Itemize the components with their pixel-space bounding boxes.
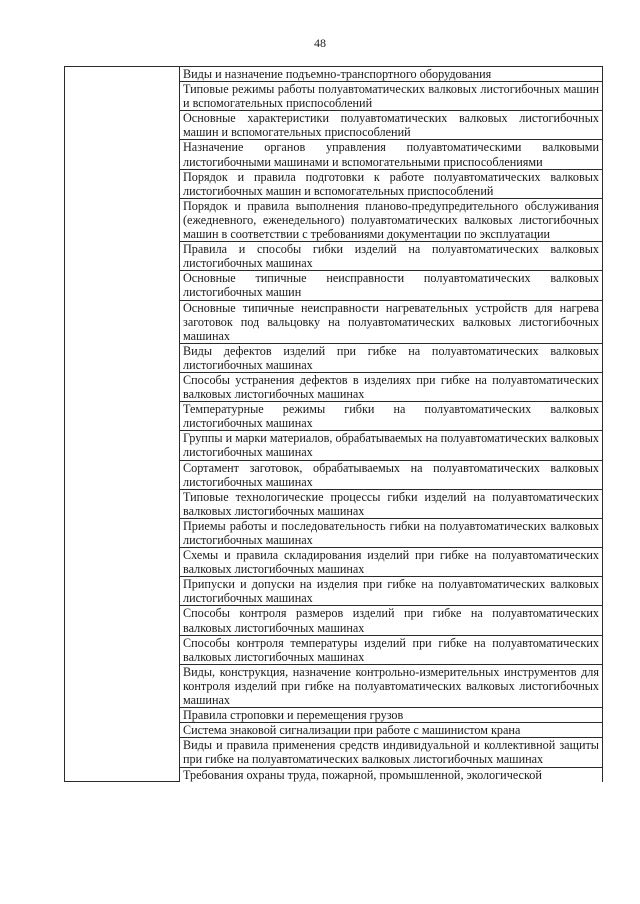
requirement-cell: Основные типичные неисправности полуавтоматических валковых листогибочных машин (180, 271, 603, 300)
table-body (65, 67, 603, 782)
requirement-cell: Порядок и правила подготовки к работе полуавтоматических валковых листогибочных машин и вспомогательных приспособлений (180, 169, 603, 198)
requirement-cell: Типовые режимы работы полуавтоматических валковых листогибочных машин и вспомогательных приспособлений (180, 82, 603, 111)
requirement-cell: Виды и правила применения средств индивидуальной и коллективной защиты при гибке на полуавтоматических валковых листогибочных машинах (180, 738, 603, 767)
requirement-cell: Основные характеристики полуавтоматических валковых листогибочных машин и вспомогательных приспособлений (180, 111, 603, 140)
requirement-cell: Правила и способы гибки изделий на полуавтоматических валковых листогибочных машинах (180, 242, 603, 271)
requirement-cell: Требования охраны труда, пожарной, промышленной, экологической (180, 767, 603, 782)
requirement-cell: Сортамент заготовок, обрабатываемых на полуавтоматических валковых листогибочных машинах (180, 460, 603, 489)
requirement-cell: Температурные режимы гибки на полуавтоматических валковых листогибочных машинах (180, 402, 603, 431)
requirement-cell: Припуски и допуски на изделия при гибке на полуавтоматических валковых листогибочных машинах (180, 577, 603, 606)
requirement-cell: Приемы работы и последовательность гибки на полуавтоматических валковых листогибочных машинах (180, 518, 603, 547)
requirement-cell: Назначение органов управления полуавтоматическими валковыми листогибочными машинами и вспомогательными приспособлениями (180, 140, 603, 169)
requirement-cell: Виды дефектов изделий при гибке на полуавтоматических валковых листогибочных машинах (180, 343, 603, 372)
requirement-cell: Типовые технологические процессы гибки изделий на полуавтоматических валковых листогибочных машинах (180, 489, 603, 518)
requirement-cell: Способы контроля размеров изделий при гибке на полуавтоматических валковых листогибочных машинах (180, 606, 603, 635)
requirement-cell: Способы устранения дефектов в изделиях при гибке на полуавтоматических валковых листогибочных машинах (180, 372, 603, 401)
requirement-cell: Правила строповки и перемещения грузов (180, 708, 603, 723)
requirement-cell: Виды, конструкция, назначение контрольно-измерительных инструментов для контроля изделий при гибке на полуавтоматических валковых листогибочных машинах (180, 664, 603, 707)
requirement-cell: Основные типичные неисправности нагревательных устройств для нагрева заготовок под вальцовку на полуавтоматических валковых листогибочных машинах (180, 300, 603, 343)
requirement-cell: Схемы и правила складирования изделий при гибке на полуавтоматических валковых листогибочных машинах (180, 548, 603, 577)
requirement-cell: Виды и назначение подъемно-транспортного оборудования (180, 67, 603, 82)
requirement-cell: Группы и марки материалов, обрабатываемых на полуавтоматических валковых листогибочных машинах (180, 431, 603, 460)
left-column-cell (65, 67, 180, 782)
requirements-table (64, 66, 603, 782)
table-row (65, 67, 603, 82)
requirement-cell: Способы контроля температуры изделий при гибке на полуавтоматических валковых листогибочных машинах (180, 635, 603, 664)
page-number: 48 (314, 36, 326, 50)
requirement-cell: Система знаковой сигнализации при работе с машинистом крана (180, 723, 603, 738)
requirement-cell: Порядок и правила выполнения планово-предупредительного обслуживания (ежедневного, еженедельного) полуавтоматических валковых листогибочных машин в соответствии с требованиями документации по эксплуатации (180, 198, 603, 241)
